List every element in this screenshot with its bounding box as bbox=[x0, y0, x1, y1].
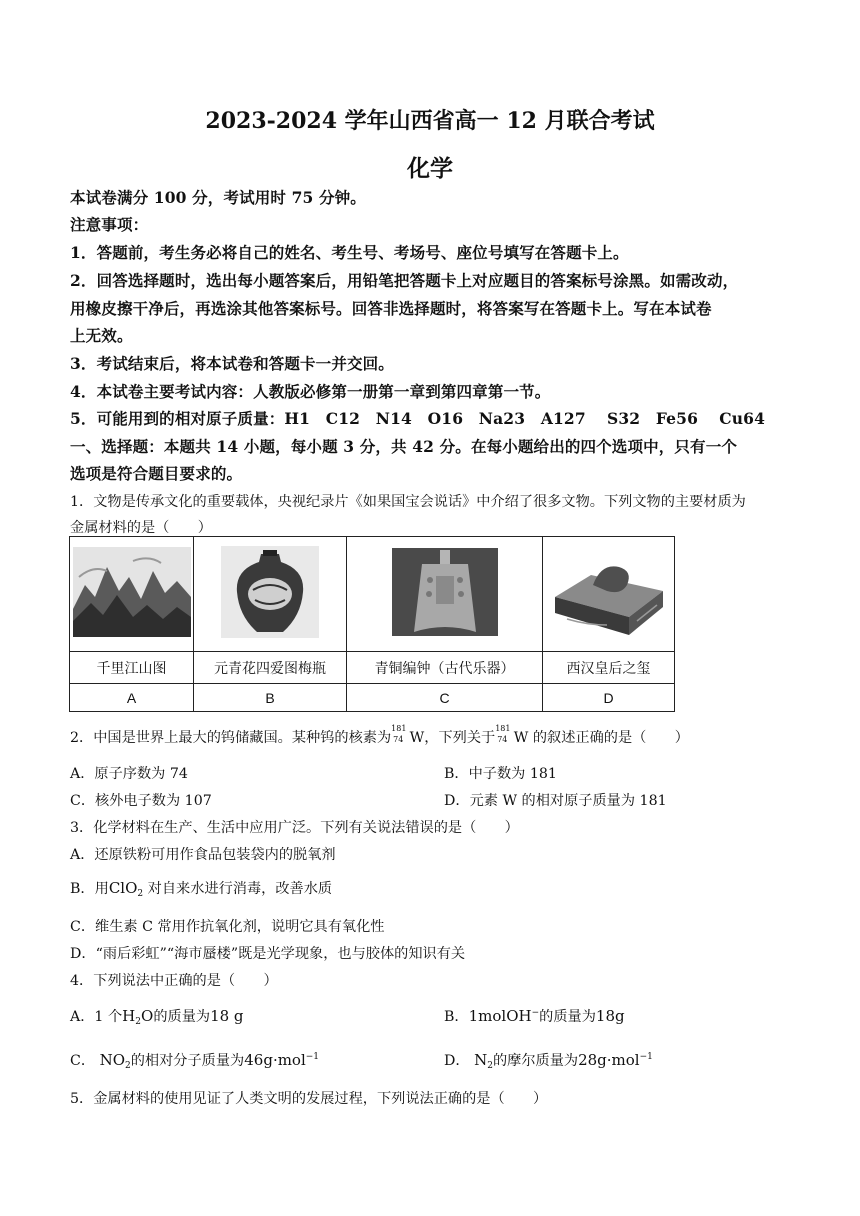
bronze-bell-image bbox=[392, 548, 498, 636]
exam-intro: 本试卷满分 100 分，考试用时 75 分钟。 bbox=[70, 188, 366, 207]
q3-b-prefix: B．用 bbox=[70, 881, 109, 897]
formula-oh: 1molOH bbox=[468, 1007, 532, 1025]
element-symbol: W bbox=[409, 730, 425, 746]
q4-option-a bbox=[70, 1009, 244, 1025]
note-2-line-3: 上无效。 bbox=[70, 326, 133, 345]
q4-option-b bbox=[444, 1006, 625, 1026]
q1-relics-table bbox=[69, 536, 675, 712]
superscript: −1 bbox=[639, 1052, 653, 1062]
relic-image-cell-b bbox=[194, 537, 347, 652]
q4-d-text: 的摩尔质量为 bbox=[492, 1053, 579, 1069]
mass-number: 181 bbox=[391, 724, 407, 733]
subscript: 2 bbox=[135, 1017, 141, 1027]
option-letter-c: C bbox=[347, 684, 543, 712]
q4-c-prefix: C． bbox=[70, 1053, 96, 1069]
relic-caption-b: 元青花四爱图梅瓶 bbox=[194, 652, 347, 684]
note-5-atomic-masses: 5．可能用到的相对原子质量：H1 C12 N14 O16 Na23 A127 S32 Fe56 Cu64 bbox=[70, 409, 766, 428]
q4-options-row-2 bbox=[70, 1050, 800, 1071]
option-letter-a: A bbox=[70, 684, 194, 712]
q4-b-prefix: B． bbox=[444, 1009, 469, 1025]
note-1: 1．答题前，考生务必将自己的姓名、考生号、考场号、座位号填写在答题卡上。 bbox=[70, 243, 629, 262]
section-1-heading-cont: 选项是符合题目要求的。 bbox=[70, 464, 243, 483]
formula-clo2: ClO bbox=[108, 879, 138, 897]
atomic-number: 74 bbox=[497, 735, 508, 744]
q4-options-row-1 bbox=[70, 1006, 800, 1027]
q4-d-prefix: D． bbox=[444, 1053, 470, 1069]
relic-image-cell-c bbox=[347, 537, 543, 652]
q4-c-text: 的相对分子质量为 bbox=[130, 1053, 245, 1069]
note-3: 3．考试结束后，将本试卷和答题卡一并交回。 bbox=[70, 354, 394, 373]
subject-title: 化学 bbox=[407, 155, 453, 182]
relic-caption-c: 青铜编钟（古代乐器） bbox=[347, 652, 543, 684]
subscript: 2 bbox=[487, 1061, 493, 1071]
q2-stem bbox=[70, 726, 800, 747]
q1-stem: 1．文物是传承文化的重要载体，央视纪录片《如果国宝会说话》中介绍了很多文物。下列文物的主要材质为 bbox=[70, 494, 746, 510]
q4-a-prefix: A．1 个 bbox=[70, 1009, 123, 1025]
q3-b-text: 对自来水进行消毒，改善水质 bbox=[147, 881, 333, 897]
note-4: 4．本试卷主要考试内容：人教版必修第一册第一章到第四章第一节。 bbox=[70, 382, 551, 401]
atomic-number: 74 bbox=[393, 735, 404, 744]
q3-option-a: A．还原铁粉可用作食品包装袋内的脱氧剂 bbox=[70, 847, 336, 863]
q3-option-b bbox=[70, 878, 800, 899]
superscript: −1 bbox=[305, 1052, 320, 1062]
q4-a-value: 18 g bbox=[210, 1007, 244, 1025]
q2-options-row-1 bbox=[70, 763, 800, 783]
formula-n2: N bbox=[474, 1051, 488, 1069]
relic-image-cell-d bbox=[543, 537, 675, 652]
relic-image-cell-a bbox=[70, 537, 194, 652]
relic-caption-a: 千里江山图 bbox=[70, 652, 194, 684]
q4-stem: 4．下列说法中正确的是（ ） bbox=[70, 973, 278, 989]
mass-number: 181 bbox=[495, 724, 511, 733]
section-1-heading: 一、选择题：本题共 14 小题，每小题 3 分，共 42 分。在每小题给出的四个选项中，只有一个 bbox=[70, 437, 738, 456]
formula-h: H bbox=[122, 1007, 136, 1025]
q4-a-text: 的质量为 bbox=[153, 1009, 211, 1025]
blue-white-vase-image bbox=[221, 546, 319, 638]
q3-option-c: C．维生素 C 常用作抗氧化剂，说明它具有氧化性 bbox=[70, 919, 385, 935]
subscript: 2 bbox=[137, 889, 144, 899]
q2-option-b: B．中子数为 181 bbox=[444, 766, 557, 782]
subscript: 2 bbox=[125, 1061, 131, 1071]
formula-o: O bbox=[141, 1007, 154, 1025]
q4-b-value: 18g bbox=[595, 1007, 625, 1025]
option-letter-d: D bbox=[543, 684, 675, 712]
q4-option-c bbox=[70, 1053, 319, 1069]
q4-b-text: 的质量为 bbox=[539, 1009, 596, 1025]
exam-title: 2023-2024 学年山西省高一 12 月联合考试 bbox=[205, 108, 655, 134]
q3-stem: 3．化学材料在生产、生活中应用广泛。下列有关说法错误的是（ ） bbox=[70, 820, 519, 836]
option-letter-b: B bbox=[194, 684, 347, 712]
q2-nuclide-2 bbox=[495, 726, 509, 746]
q5-stem: 5．金属材料的使用见证了人类文明的发展过程，下列说法正确的是（ ） bbox=[70, 1091, 548, 1107]
q4-d-value: 28g·mol bbox=[578, 1051, 640, 1069]
q2-option-c: C．核外电子数为 107 bbox=[70, 793, 212, 809]
element-symbol: W bbox=[513, 730, 529, 746]
q2-stem-post: 的叙述正确的是（ ） bbox=[532, 730, 689, 746]
superscript: − bbox=[531, 1008, 540, 1018]
notes-heading: 注意事项： bbox=[70, 215, 149, 234]
note-2-line-2: 用橡皮擦干净后，再选涂其他答案标号。回答非选择题时，将答案写在答题卡上。写在本试卷 bbox=[70, 299, 712, 318]
q2-option-a: A．原子序数为 74 bbox=[70, 766, 188, 782]
q2-stem-pre: 2．中国是世界上最大的钨储藏国。某种钨的核素为 bbox=[70, 730, 392, 746]
q2-options-row-2 bbox=[70, 790, 800, 810]
q4-c-value: 46g·mol bbox=[244, 1051, 306, 1069]
jade-seal-image bbox=[547, 545, 671, 639]
q2-stem-mid: ，下列关于 bbox=[424, 730, 496, 746]
formula-no2: NO bbox=[99, 1051, 125, 1069]
q2-option-d: D．元素 W 的相对原子质量为 181 bbox=[444, 793, 667, 809]
q4-option-d bbox=[444, 1050, 653, 1071]
relic-caption-d: 西汉皇后之玺 bbox=[543, 652, 675, 684]
q1-stem-cont: 金属材料的是（ ） bbox=[70, 520, 212, 536]
q3-option-d: D．“雨后彩虹”“海市蜃楼”既是光学现象，也与胶体的知识有关 bbox=[70, 946, 466, 962]
landscape-painting-image bbox=[73, 547, 191, 637]
note-2-line-1: 2．回答选择题时，选出每小题答案后，用铅笔把答题卡上对应题目的答案标号涂黑。如需改动， bbox=[70, 271, 739, 290]
q2-nuclide-1 bbox=[391, 726, 405, 746]
